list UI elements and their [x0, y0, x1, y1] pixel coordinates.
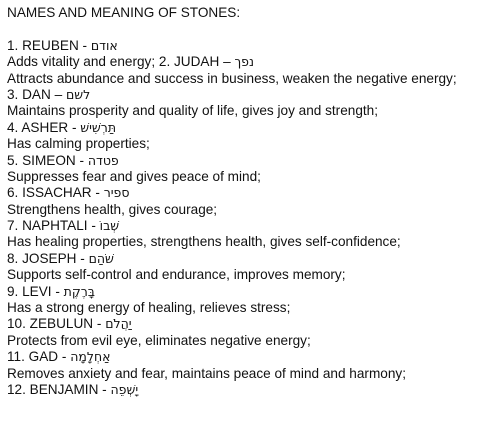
stone-heading-joseph: [7, 251, 497, 267]
stone-heading-text: 3. DAN –: [7, 86, 66, 102]
stone-heading-text: 7. NAPHTALI -: [7, 218, 100, 234]
stone-hebrew-name: אַחְלָמָה: [70, 349, 111, 365]
stone-hebrew-name: ספיר: [103, 185, 130, 201]
stone-description-joseph: Supports self-control and endurance, improves memory;: [7, 267, 346, 283]
stone-heading-text: 11. GAD -: [7, 349, 71, 365]
stone-hebrew-name: יָשְׁפֵה: [110, 381, 139, 397]
stone-hebrew-name: תַּרְשִׁישׁ: [80, 119, 117, 135]
stone-hebrew-name: שֹׁהַם: [88, 250, 114, 266]
stone-heading-text: 5. SIMEON -: [7, 152, 88, 168]
stone-heading-text: 6. ISSACHAR -: [7, 185, 104, 201]
stone-heading-benjamin: [7, 382, 497, 398]
stone-heading-levi: [7, 284, 497, 300]
stone-heading-zebulun: [7, 316, 497, 332]
stone-hebrew-name: יַהֲלֹם: [105, 316, 132, 332]
stone-heading-issachar: [7, 185, 497, 201]
document-title: NAMES AND MEANING OF STONES:: [7, 5, 241, 20]
stone-heading-dan: [7, 87, 497, 103]
stone-heading-reuben: [7, 38, 497, 54]
stone-description-naphtali: Has healing properties, strengthens health, gives self-confidence;: [7, 234, 401, 250]
stone-heading-text: 9. LEVI -: [7, 283, 64, 299]
stone-heading-naphtali: [7, 218, 497, 234]
stone-heading-text: 10. ZEBULUN -: [7, 316, 106, 332]
blank-line: [7, 21, 497, 37]
stone-description-dan: Maintains prosperity and quality of life, gives joy and strength;: [7, 103, 379, 119]
stone-description-text: Adds vitality and energy;: [7, 54, 159, 70]
stone-hebrew-name: שְׁבוֹ: [99, 218, 120, 234]
stone-heading-judah: 2. JUDAH –: [158, 54, 235, 70]
stones-document: [7, 5, 497, 398]
stone-heading-simeon: [7, 153, 497, 169]
stone-description-issachar: Strengthens health, gives courage;: [7, 201, 218, 217]
stone-description-simeon: Suppresses fear and gives peace of mind;: [7, 168, 261, 184]
stone-hebrew-name: פטדה: [87, 152, 119, 168]
stone-description-zebulun: Protects from evil eye, eliminates negative energy;: [7, 332, 311, 348]
stone-description-gad: Removes anxiety and fear, maintains peace of mind and harmony;: [7, 365, 406, 381]
stone-hebrew-name: בָּרֶקֶת: [63, 283, 96, 299]
stone-heading-text: 4. ASHER -: [7, 119, 81, 135]
stone-hebrew-name: אודם: [90, 37, 118, 53]
stone-heading-text: 1. REUBEN -: [7, 37, 91, 53]
stone-hebrew-name: נפך: [234, 54, 254, 70]
stone-description-judah: Attracts abundance and success in business, weaken the negative energy;: [7, 70, 457, 86]
stone-description-reuben: [7, 54, 497, 70]
stone-heading-gad: [7, 349, 497, 365]
stone-description-asher: Has calming properties;: [7, 136, 150, 152]
stone-heading-text: 8. JOSEPH -: [7, 250, 89, 266]
stone-heading-asher: [7, 120, 497, 136]
stone-hebrew-name: לשם: [65, 86, 91, 102]
stone-description-levi: Has a strong energy of healing, relieves stress;: [7, 300, 291, 316]
stone-heading-text: 12. BENJAMIN -: [7, 381, 111, 397]
